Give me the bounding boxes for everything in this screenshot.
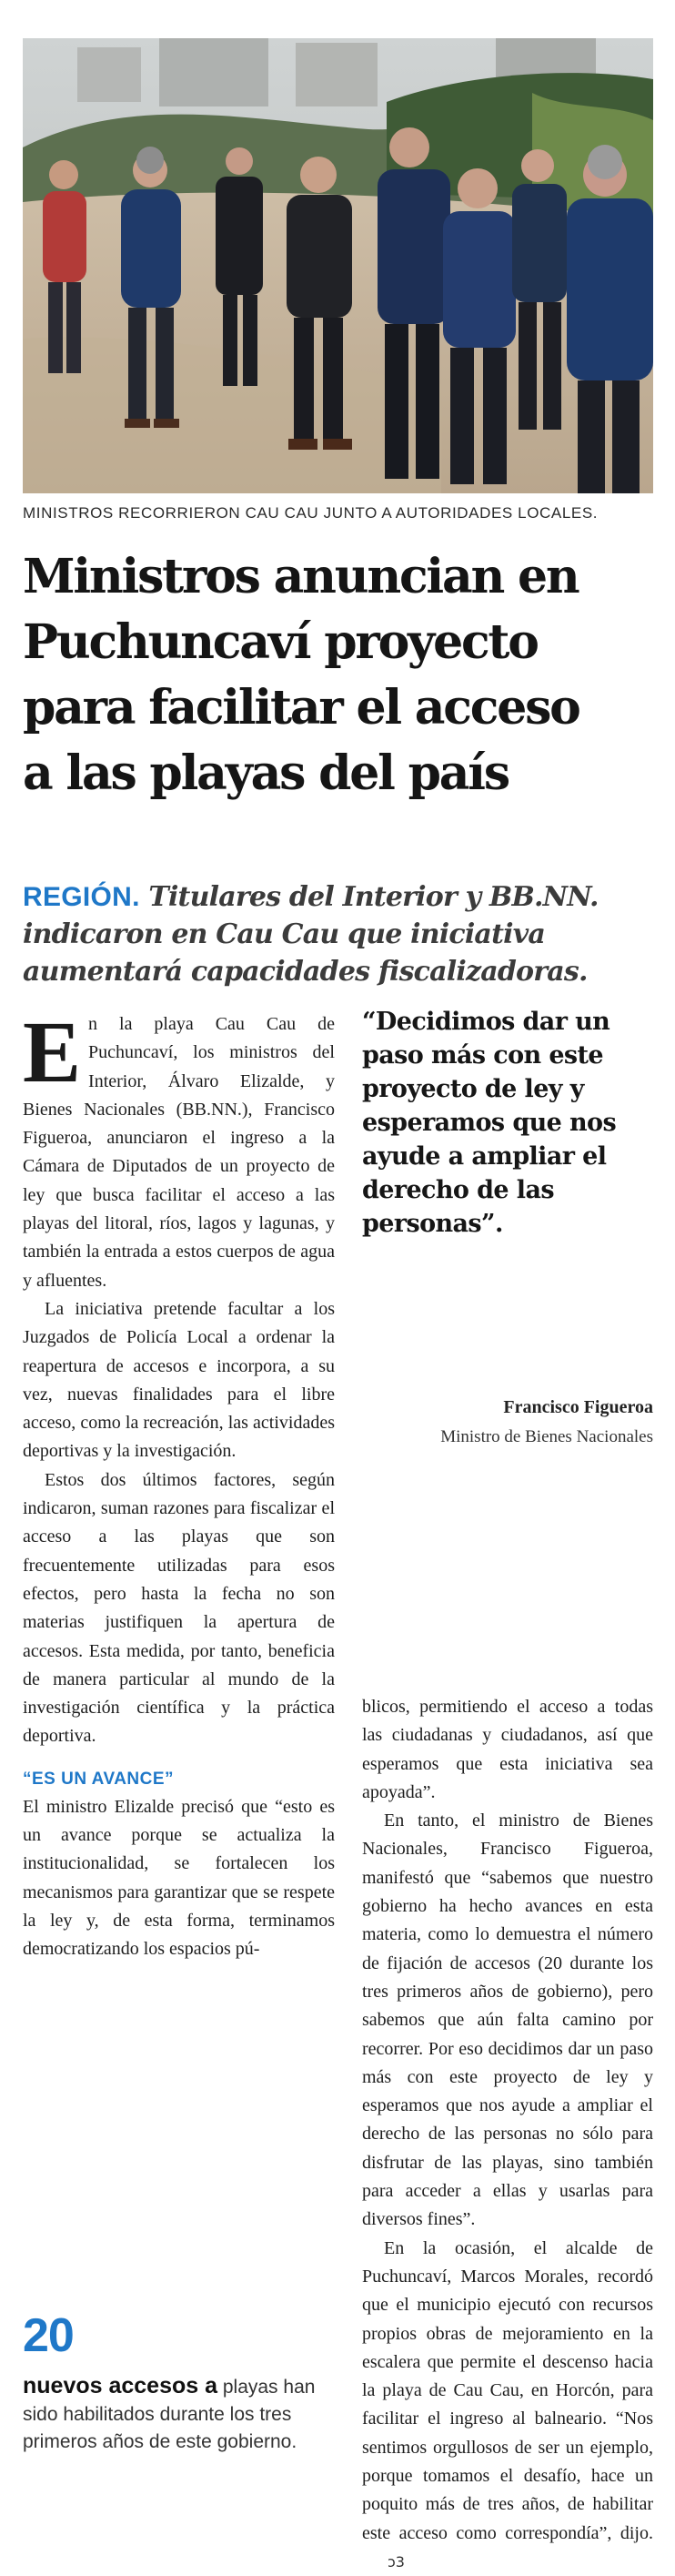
stat-number: 20 — [23, 2309, 74, 2362]
body-text: En la ocasión, el alcalde de Puchuncaví, Marcos Morales, recordó que el municipio ejecutó con recursos propios obras de mejoramiento en la escalera que permite el descenso hacia la playa de Cau Cau, en Horcón, para facilitar el ingreso al balneario. “Nos sentimos orgullosos de ser un ejemplo, porque tomamos el desafío, hace un poquito más de tres años, de habilitar este acceso como correspondía”, dijo. — [362, 2237, 653, 2543]
body-paragraph — [23, 1003, 335, 1295]
headline-line: a las playas del país — [23, 745, 509, 801]
body-paragraph: El ministro Elizalde precisó que “esto es un avance porque se actualiza la institucionalidad, se fortalecen los mecanismos para garantizar que se respete la ley y, de esta forma, terminamos democratizando los espacios pú- — [23, 1796, 335, 1960]
body-paragraph: En tanto, el ministro de Bienes Nacionales, Francisco Figueroa, manifestó que “sabemos que nuestro gobierno ha hecho avances en esta materia, como lo demuestra el número de fijación de accesos (20 durante los tres primeros años de gobierno), pero sabemos que aún falta camino por recorrer. Por eso decidimos dar un paso más con este proyecto de ley y esperamos que nos ayude a ampliar el derecho de las personas no sólo para disfrutar de las playas, sino también para acceder a ellas y usarlas para diversos fines”. — [362, 1810, 653, 2230]
lead-text: Titulares del Interior y BB.NN. — [139, 881, 599, 913]
quote-author: Francisco Figueroa — [503, 1397, 653, 1417]
body-paragraph — [362, 2235, 653, 2576]
body-paragraph: La iniciativa pretende facultar a los Juzgados de Policía Local a ordenar la reapertura de accesos e incorpora, a su vez, nuevas finalidades para el libre acceso, como la recreación, las actividades deportivas y la investigación. — [23, 1298, 335, 1462]
body-column-left — [23, 1003, 335, 1964]
stat-emphasis: nuevos accesos a — [23, 2373, 218, 2399]
beach-scene-illustration — [23, 38, 653, 493]
stat-rest: playas han sido habilitados durante los tres primeros años de este gobierno. — [23, 2377, 316, 2452]
headline-line: para facilitar el acceso — [23, 680, 579, 735]
news-photo — [23, 38, 653, 493]
headline-line: Puchuncaví proyecto — [23, 614, 538, 670]
lead-paragraph — [23, 878, 660, 990]
quote-author-role: Ministro de Bienes Nacionales — [440, 1427, 653, 1446]
lead-line — [23, 878, 660, 916]
lead-line: indicaron en Cau Cau que iniciativa — [23, 918, 545, 950]
headline-line: Ministros anuncian en — [23, 549, 579, 604]
photo-caption: MINISTROS RECORRIERON CAU CAU JUNTO A AUTORIDADES LOCALES. — [23, 504, 599, 522]
body-text: n la playa Cau Cau de Puchuncaví, los ministros del Interior, Álvaro Elizalde, y Bienes Nacionales (BB.NN.), Francisco Figueroa, anunciaron el ingreso a la Cámara de Diputados de un proyecto de ley que busca facilitar el acceso a las playas del litoral, ríos, lagos y lagunas, y también la entrada a estos cuerpos de agua y afluentes. — [23, 1014, 335, 1291]
section-subheading: “ES UN AVANCE” — [23, 1769, 175, 1789]
drop-cap: E — [23, 1003, 82, 1100]
pull-quote: “Decidimos dar un paso más con este proyecto de ley y esperamos que nos ayude a ampliar el derecho de las personas”. — [362, 1008, 617, 1238]
body-paragraph: blicos, permitiendo el acceso a todas las ciudadanas y ciudadanos, así que esperamos que esta iniciativa sea apoyada”. — [362, 1697, 653, 1802]
body-column-right — [362, 1693, 653, 2576]
stat-description — [23, 2372, 337, 2456]
body-paragraph: Estos dos últimos factores, según indicaron, suman razones para fiscalizar el acceso a las playas que son frecuentemente utilizadas para esos efectos, pero hasta la fecha no son materias justifiquen la apertura de accesos. Esta medida, por tanto, beneficia de manera particular al mundo de la investigación científica y la práctica deportiva. — [23, 1469, 335, 1747]
lead-line: aumentará capacidades fiscalizadoras. — [23, 956, 588, 988]
section-label: REGIÓN. — [23, 882, 140, 912]
end-of-article-icon: ↄ3 — [388, 2552, 405, 2571]
headline — [23, 544, 660, 806]
